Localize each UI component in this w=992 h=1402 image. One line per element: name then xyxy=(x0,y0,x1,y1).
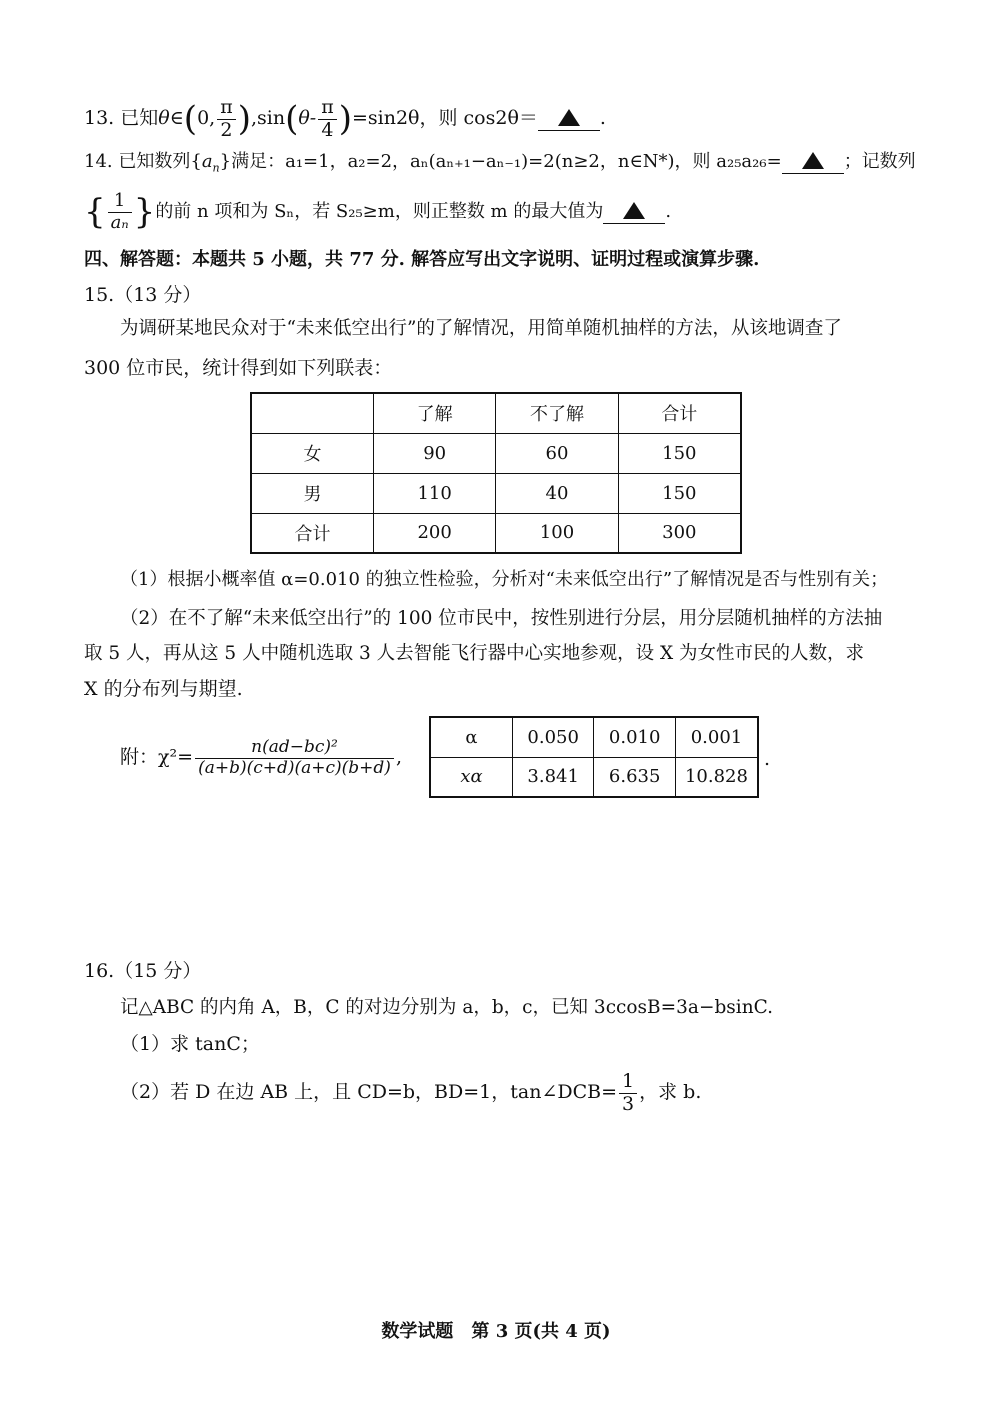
table-cell: 200 xyxy=(374,513,496,553)
q16-part2 xyxy=(120,1066,701,1118)
q13-rparen2: ) xyxy=(338,99,352,139)
formula-denominator: (a+b)(c+d)(a+c)(b+d) xyxy=(198,757,391,778)
q13-interval-left: 0, xyxy=(197,107,216,129)
chi-square-formula xyxy=(120,727,402,787)
q14-rbrace: } xyxy=(133,192,156,232)
table-cell: 0.050 xyxy=(512,717,593,757)
q14-answer-blank-1[interactable] xyxy=(782,151,844,174)
q13-pi-over-2 xyxy=(217,97,236,142)
q15-heading: 15.（13 分） xyxy=(84,284,202,306)
formula-comma: , xyxy=(395,746,402,768)
table-period: . xyxy=(764,748,771,770)
table-cell: xα xyxy=(430,757,512,797)
q13-pi: π xyxy=(217,97,236,120)
q14-line2-text: 的前 n 项和为 Sₙ，若 S₂₅≥m，则正整数 m 的最大值为 xyxy=(155,201,604,222)
table-cell: 90 xyxy=(374,433,496,473)
table-cell: α xyxy=(430,717,512,757)
triangle-icon xyxy=(558,109,580,126)
q16-heading: 16.（15 分） xyxy=(84,960,202,982)
q13-two: 2 xyxy=(220,118,233,141)
table-cell: 40 xyxy=(496,473,618,513)
q16-part2-prefix: （2）若 D 在边 AB 上，且 CD=b，BD=1，tan∠DCB= xyxy=(120,1081,618,1103)
table-cell: 110 xyxy=(374,473,496,513)
q13-lparen: ( xyxy=(183,99,198,139)
q15-part2-line3: X 的分布列与期望. xyxy=(84,678,243,700)
table-cell: 0.010 xyxy=(594,717,675,757)
q15-para1: 为调研某地民众对于“未来低空出行”的了解情况，用简单随机抽样的方法，从该地调查了 xyxy=(120,318,842,339)
q13-eq-part: =sin2θ，则 cos2θ＝ xyxy=(351,107,538,129)
q13-sin: sin xyxy=(257,107,286,129)
table-cell: 150 xyxy=(618,433,741,473)
q13-answer-blank[interactable] xyxy=(538,107,600,131)
q13-theta-minus: θ- xyxy=(298,107,317,129)
q13-end: . xyxy=(599,107,606,129)
table-cell: 女 xyxy=(251,433,374,473)
q14-condition: }满足：a₁=1，a₂=2，aₙ(aₙ₊₁−aₙ₋₁)=2(n≥2，n∈N*)，则 a₂₅a₂₆= xyxy=(219,151,782,172)
q15-part2-line1: （2）在不了解“未来低空出行”的 100 位市民中，按性别进行分层，用分层随机抽样的方法抽 xyxy=(120,608,883,629)
table-row xyxy=(430,717,758,757)
question-14-line1 xyxy=(84,146,916,185)
q14-frac-den: aₙ xyxy=(110,211,129,233)
q14-answer-blank-2[interactable] xyxy=(603,201,665,224)
table-header-cell xyxy=(251,393,374,433)
q16-frac-num: 1 xyxy=(619,1071,637,1094)
q15-part2-line2: 取 5 人，再从这 5 人中随机选取 3 人去智能飞行器中心实地参观，设 X 为女性市民的人数，求 xyxy=(84,643,865,664)
table-row xyxy=(430,757,758,797)
critical-value-table xyxy=(429,716,759,798)
triangle-icon xyxy=(802,152,824,169)
table-row xyxy=(251,433,741,473)
table-cell: 3.841 xyxy=(512,757,593,797)
q16-stem: 记△ABC 的内角 A，B，C 的对边分别为 a，b，c，已知 3ccosB=3a−bsinC. xyxy=(120,997,773,1018)
q16-frac-den: 3 xyxy=(622,1092,635,1115)
q13-prefix: 13. 已知 xyxy=(84,107,159,129)
question-13: 13. 已知θ∈(0, $\frac{\pi}{2}$ ),sin(θ- $\frac{\pi}{4}$ )=sin2θ，则 cos2θ＝ . xyxy=(84,95,606,141)
table-cell: 150 xyxy=(618,473,741,513)
appendix-label: 附：χ²= xyxy=(120,746,194,768)
table-header-cell: 合计 xyxy=(618,393,741,433)
q15-part1: （1）根据小概率值 α=0.010 的独立性检验，分析对“未来低空出行”了解情况是否与性别有关； xyxy=(120,569,889,590)
q16-part2-suffix: ，求 b. xyxy=(639,1081,702,1103)
q14-prefix: 14. 已知数列{ xyxy=(84,151,202,172)
triangle-icon xyxy=(623,202,645,219)
q13-lparen2: ( xyxy=(285,99,299,139)
q15-para2: 300 位市民，统计得到如下列联表： xyxy=(84,357,393,379)
table-cell: 6.635 xyxy=(594,757,675,797)
q13-rparen: ) xyxy=(237,99,251,139)
table-header-cell: 了解 xyxy=(374,393,496,433)
q13-pi-over-4 xyxy=(318,97,337,142)
q14-frac-num: 1 xyxy=(108,191,132,213)
table-cell: 300 xyxy=(618,513,741,553)
q14-line2-end: . xyxy=(665,201,672,222)
q14-an: a xyxy=(201,151,213,172)
table-cell: 男 xyxy=(251,473,374,513)
q16-one-third xyxy=(619,1071,637,1116)
table-header-cell: 不了解 xyxy=(496,393,618,433)
q13-in: ∈ xyxy=(169,107,184,129)
table-header-row xyxy=(251,393,741,433)
formula-fraction xyxy=(195,738,394,778)
table-row xyxy=(251,473,741,513)
q13-four: 4 xyxy=(321,118,334,141)
table-cell: 60 xyxy=(496,433,618,473)
q13-theta: θ xyxy=(158,107,170,129)
question-14-line2 xyxy=(84,186,671,238)
page-footer: 数学试题 第 3 页(共 4 页) xyxy=(381,1321,611,1342)
table-cell: 100 xyxy=(496,513,618,553)
q14-an-sub: n xyxy=(212,161,220,175)
q14-suffix: ；记数列 xyxy=(843,151,916,172)
table-cell: 合计 xyxy=(251,513,374,553)
formula-numerator: n(ad−bc)² xyxy=(195,738,394,759)
q16-part1: （1）求 tanC； xyxy=(120,1033,260,1055)
table-cell: 0.001 xyxy=(675,717,758,757)
section-4-heading: 四、解答题：本题共 5 小题，共 77 分. 解答应写出文字说明、证明过程或演算步骤. xyxy=(84,249,760,270)
q14-lbrace: { xyxy=(84,192,106,232)
table-cell: 10.828 xyxy=(675,757,758,797)
q14-reciprocal-fraction xyxy=(108,191,132,233)
table-row xyxy=(251,513,741,553)
q13-pi2: π xyxy=(318,97,337,120)
contingency-table xyxy=(250,392,742,554)
